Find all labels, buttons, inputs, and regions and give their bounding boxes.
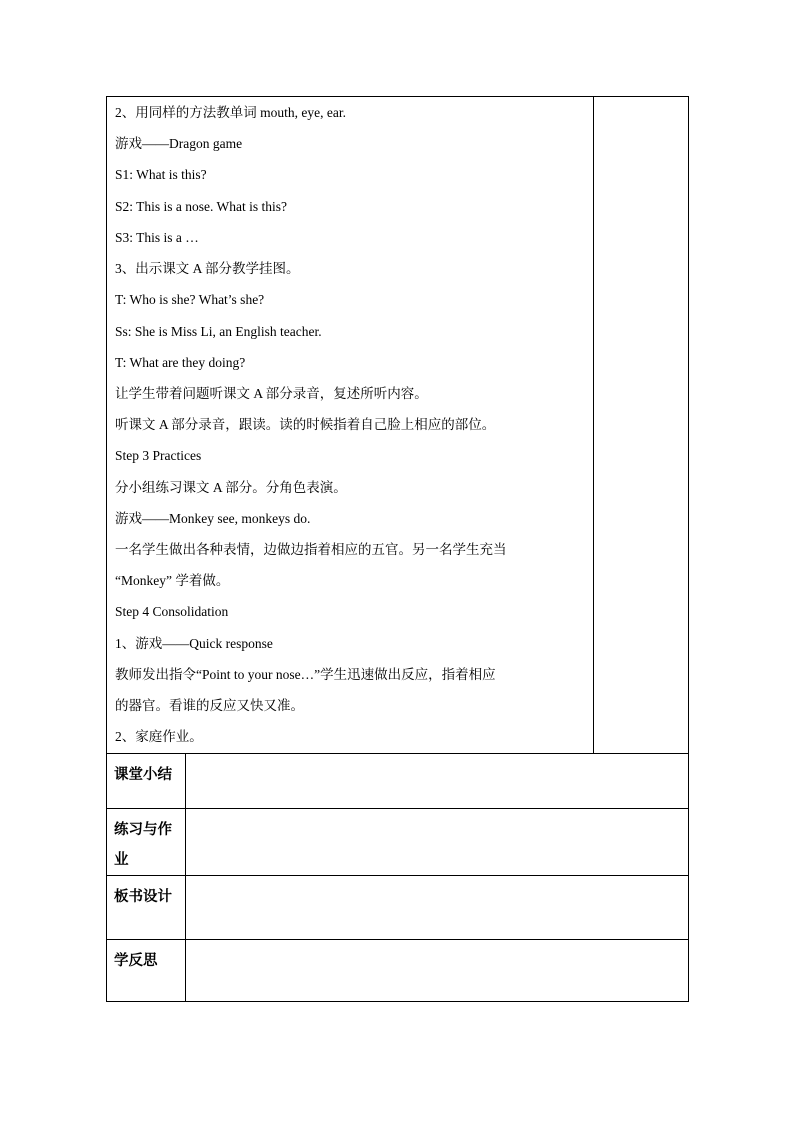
procedure-line: 3、出示课文 A 部分教学挂图。 <box>115 261 300 276</box>
procedure-line: 分小组练习课文 A 部分。分角色表演。 <box>115 480 347 495</box>
procedure-line: 游戏——Dragon game <box>115 136 243 151</box>
board-design-label: 板书设计 <box>107 876 186 940</box>
summary-label: 课堂小结 <box>107 754 186 809</box>
procedure-line: 一名学生做出各种表情，边做边指着相应的五官。另一名学生充当 <box>115 542 507 557</box>
lesson-plan-table <box>106 96 689 1002</box>
procedure-cell <box>107 97 594 754</box>
procedure-line: 2、用同样的方法教单词 mouth, eye, ear. <box>115 105 346 120</box>
procedure-line: Ss: She is Miss Li, an English teacher. <box>115 324 322 339</box>
procedure-line: Step 4 Consolidation <box>115 604 229 619</box>
summary-row <box>107 754 689 809</box>
procedure-row <box>107 97 689 754</box>
homework-row <box>107 809 689 876</box>
procedure-line: 1、游戏——Quick response <box>115 636 273 651</box>
procedure-line: Step 3 Practices <box>115 448 202 463</box>
homework-content <box>186 809 689 876</box>
procedure-line: 的器官。看谁的反应又快又准。 <box>115 698 304 713</box>
reflection-label: 学反思 <box>107 940 186 1002</box>
procedure-line: “Monkey” 学着做。 <box>115 573 230 588</box>
procedure-line: S3: This is a … <box>115 230 199 245</box>
summary-content <box>186 754 689 809</box>
reflection-row <box>107 940 689 1002</box>
procedure-line: 让学生带着问题听课文 A 部分录音，复述所听内容。 <box>115 386 428 401</box>
procedure-line: 教师发出指令“Point to your nose…”学生迅速做出反应，指着相应 <box>115 667 496 682</box>
board-design-content <box>186 876 689 940</box>
board-design-row <box>107 876 689 940</box>
procedure-line: 2、家庭作业。 <box>115 729 203 744</box>
notes-cell <box>594 97 689 754</box>
procedure-line: 游戏——Monkey see, monkeys do. <box>115 511 311 526</box>
procedure-line: S2: This is a nose. What is this? <box>115 199 287 214</box>
procedure-line: T: Who is she? What’s she? <box>115 292 265 307</box>
homework-label: 练习与作业 <box>107 809 186 876</box>
procedure-line: S1: What is this? <box>115 167 207 182</box>
reflection-content <box>186 940 689 1002</box>
procedure-line: T: What are they doing? <box>115 355 246 370</box>
procedure-line: 听课文 A 部分录音，跟读。读的时候指着自己脸上相应的部位。 <box>115 417 496 432</box>
